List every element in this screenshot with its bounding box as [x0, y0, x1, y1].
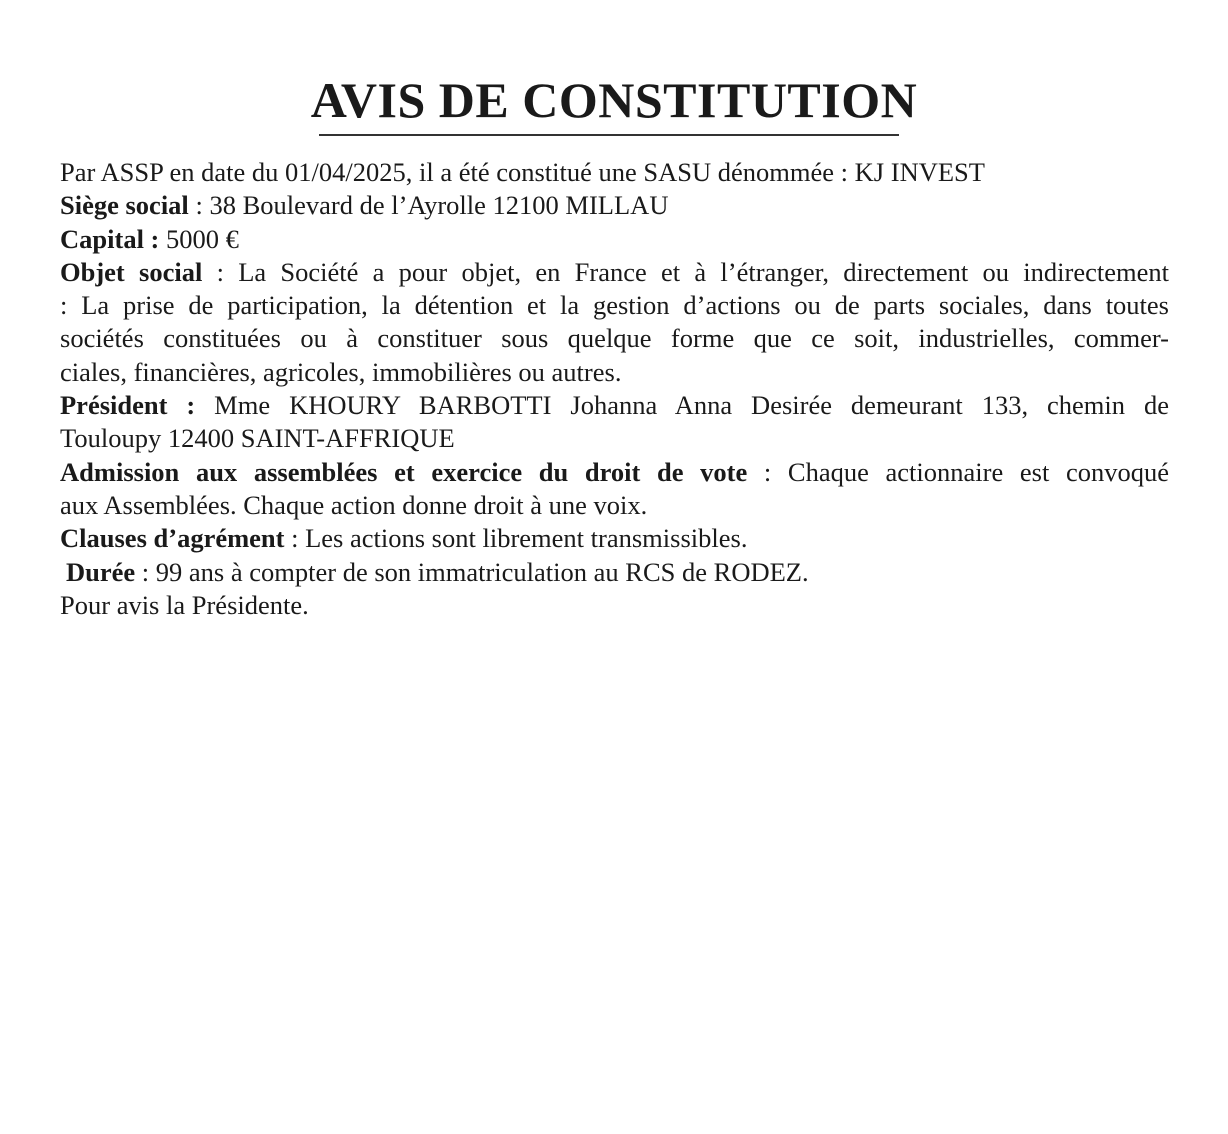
closing-line: Pour avis la Présidente. — [60, 589, 309, 620]
objet-line-3: sociétés constituées ou à constituer sous quelque forme que ce soit, industrielles, commer- — [60, 323, 1169, 354]
president-text-1: Mme KHOURY BARBOTTI Johanna Anna Desirée demeurant 133, chemin de — [195, 390, 1169, 421]
notice-body — [60, 156, 1169, 622]
title-underline — [319, 134, 899, 136]
objet-line-1 — [60, 256, 1169, 289]
duree-value: : 99 ans à compter de son immatriculation au RCS de RODEZ. — [135, 556, 809, 587]
admission-text-1: : Chaque actionnaire est convoqué — [747, 456, 1169, 487]
admission-line-1 — [60, 456, 1169, 489]
objet-line-2: : La prise de participation, la détention et la gestion d’actions ou de parts sociales, dans toutes — [60, 290, 1169, 321]
president-label: Président : — [60, 390, 196, 421]
siege-line — [60, 189, 1169, 222]
admission-line-2: aux Assemblées. Chaque action donne droit à une voix. — [60, 489, 648, 520]
siege-sep: : — [188, 190, 210, 221]
objet-text-1: : La Société a pour objet, en France et à l’étranger, directement ou indirectement — [202, 256, 1169, 287]
duree-line — [60, 556, 1169, 589]
capital-label: Capital : — [60, 223, 160, 254]
capital-line — [60, 223, 1169, 256]
objet-line-4: ciales, financières, agricoles, immobilières ou autres. — [60, 356, 622, 387]
objet-label: Objet social — [60, 256, 203, 287]
duree-label: Durée — [66, 556, 136, 587]
siege-value: 38 Boulevard de l’Ayrolle 12100 MILLAU — [209, 190, 669, 221]
clauses-line — [60, 522, 1169, 555]
admission-label: Admission aux assemblées et exercice du droit de vote — [60, 456, 748, 487]
siege-label: Siège social — [60, 190, 189, 221]
notice-title: AVIS DE CONSTITUTION — [310, 72, 918, 128]
clauses-value: : Les actions sont librement transmissibles. — [284, 523, 748, 554]
president-line-1 — [60, 389, 1169, 422]
capital-value: 5000 € — [159, 223, 239, 254]
president-line-2: Touloupy 12400 SAINT-AFFRIQUE — [60, 423, 455, 454]
intro-line: Par ASSP en date du 01/04/2025, il a été constitué une SASU dénommée : KJ INVEST — [60, 157, 985, 187]
clauses-label: Clauses d’agrément — [60, 523, 285, 554]
